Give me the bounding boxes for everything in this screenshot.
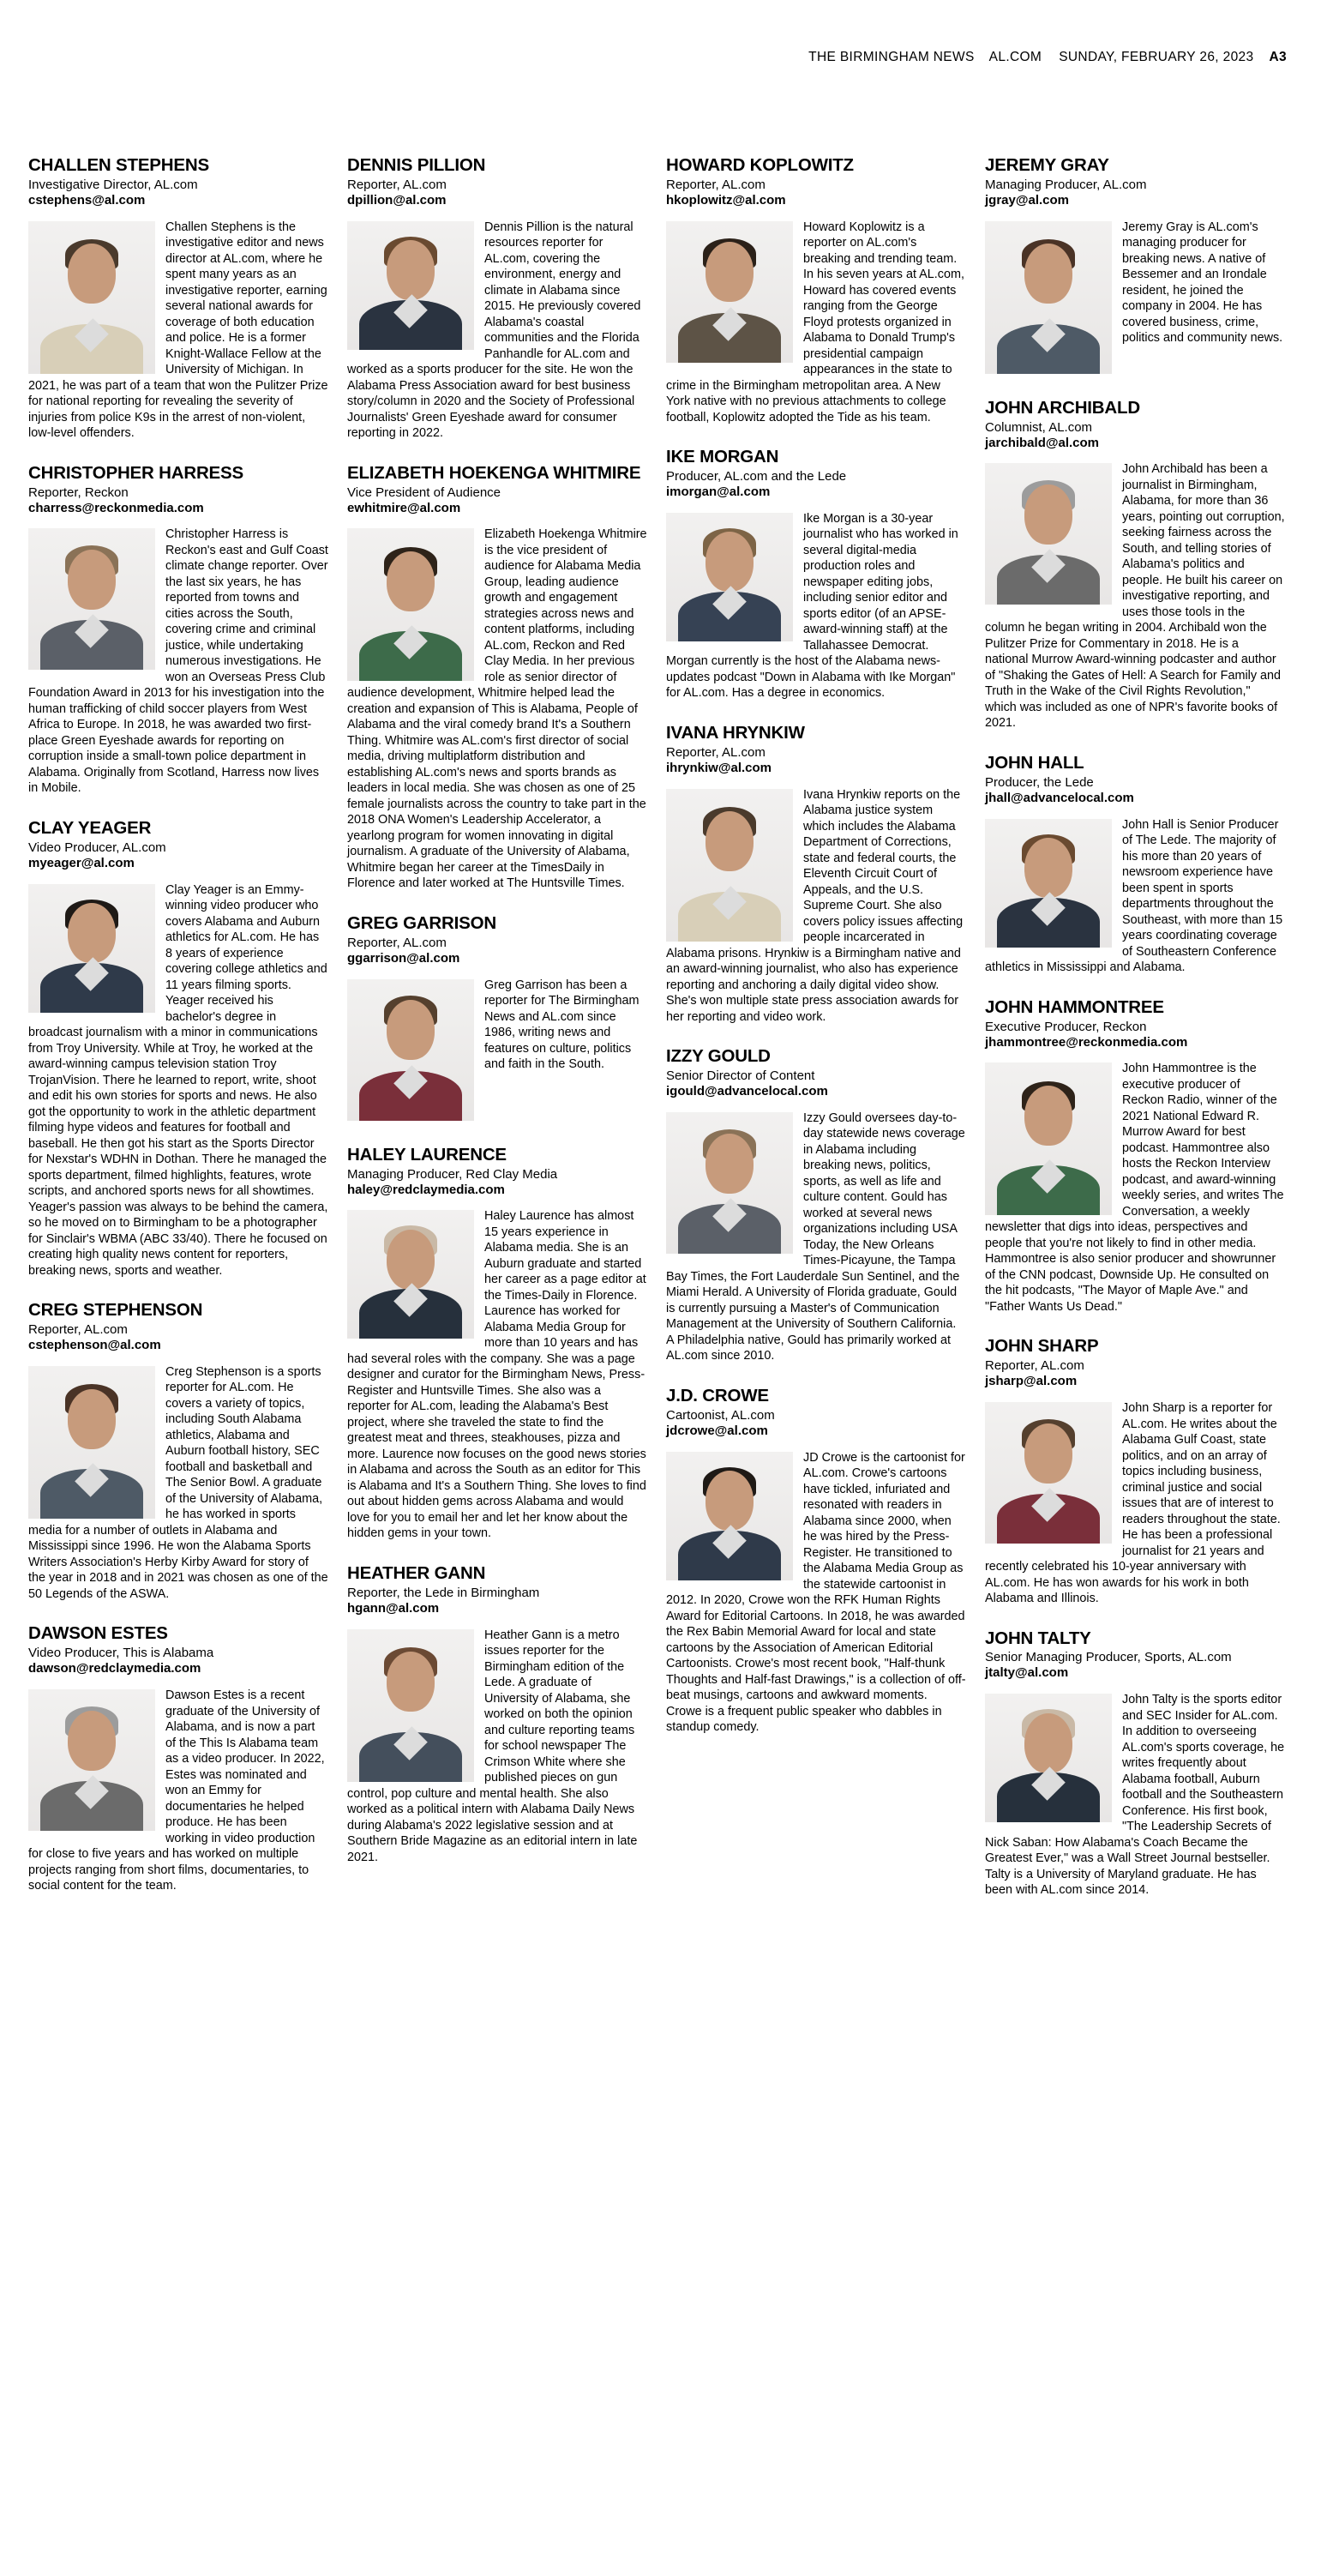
staff-email[interactable]: igould@advancelocal.com	[666, 1084, 828, 1099]
staff-bio	[985, 461, 1285, 731]
staff-portrait-photo	[347, 979, 474, 1121]
staff-bio	[666, 787, 966, 1026]
masthead-date: SUNDAY, FEBRUARY 26, 2023	[1059, 50, 1254, 64]
staff-title: Reporter, AL.com	[985, 1358, 1084, 1374]
staff-name: JOHN ARCHIBALD	[985, 397, 1140, 418]
staff-entry	[347, 914, 647, 1123]
staff-bio-text: Izzy Gould oversees day-to-day statewide news coverage in Alabama including breaking news, politics, sports, as well as life and culture content. Gould has worked at several news organizations including USA Today, the New Orleans Times-Picayune, the Tampa Bay Times, the Fort Lauderdale Sun Sentinel, and the Miami Herald. A University of Florida graduate, Gould is currently pursuing a Master's of Communication Management at the University of Southern California. A Philadelphia native, Gould has primarily worked at AL.com since 2010.	[666, 1110, 965, 1363]
staff-portrait-photo	[985, 221, 1112, 374]
staff-portrait-photo	[347, 221, 474, 350]
staff-bio-text: Ike Morgan is a 30-year journalist who has worked in several digital-media production roles and newspaper editing jobs, including senior editor and sports editor (of an APSE-award-winning staff) at the Tallahassee Democrat. Morgan currently is the host of the Alabama news-updates podcast "Down in Alabama with Ike Morgan" for AL.com. Has a degree in economics.	[666, 511, 958, 701]
staff-email[interactable]: ihrynkiw@al.com	[666, 760, 772, 775]
staff-bio	[666, 1110, 966, 1364]
staff-entry	[347, 464, 647, 892]
staff-title: Senior Managing Producer, Sports, AL.com	[985, 1650, 1232, 1665]
staff-title: Producer, AL.com and the Lede	[666, 469, 847, 485]
staff-title: Vice President of Audience	[347, 485, 501, 500]
staff-bio	[985, 220, 1285, 376]
staff-portrait-photo	[28, 884, 155, 1013]
staff-name: HALEY LAURENCE	[347, 1144, 507, 1165]
staff-title: Reporter, AL.com	[347, 935, 447, 950]
staff-bio	[347, 1208, 647, 1542]
staff-title: Reporter, AL.com	[347, 177, 447, 192]
staff-bio-text: Haley Laurence has almost 15 years experience in Alabama media. She is an Auburn graduate and started her career as a page editor at the Times-Daily in Florence. Laurence has worked for Alabama Media Group for more than 10 years and has had several roles with the company. She was a page designer and curator for the Birmingham News, Press-Register and Huntsville Times. She also was a reporter for AL.com, leading the Alabama's Best project, where she traveled the state to find the greatest meat and threes, steakhouses, pizza and more. Laurence now focuses on the good news stories in Alabama and across the South as an editor for This is Alabama and It's a Southern Thing. She loves to find out about hidden gems across Alabama and would love for you to email her and let her know about the hidden gems in your town.	[347, 1209, 646, 1541]
staff-email[interactable]: dawson@redclaymedia.com	[28, 1661, 201, 1676]
staff-title: Reporter, AL.com	[666, 177, 766, 192]
staff-title: Reporter, AL.com	[28, 1322, 128, 1338]
staff-entry	[985, 399, 1285, 731]
staff-portrait-photo	[347, 1629, 474, 1782]
staff-bio-text: Jeremy Gray is AL.com's managing producer for breaking news. A native of Bessemer and an Irondale resident, he joined the company in 2004. He has covered business, crime, politics and community news.	[1122, 220, 1283, 346]
staff-title: Columnist, AL.com	[985, 419, 1093, 435]
staff-portrait-photo	[28, 221, 155, 374]
staff-bio-text: John Hall is Senior Producer of The Lede. The majority of his more than 20 years of newsroom experience have been spent in sports departments throughout the Southeast, with more than 15 years coordinating coverage of Southeastern Conference athletics in Mississippi and Alabama.	[985, 817, 1283, 975]
staff-entry	[347, 1564, 647, 1865]
staff-bio-text: John Sharp is a reporter for AL.com. He writes about the Alabama Gulf Coast, state politics, and on an array of topics including business, criminal justice and social issues that are of interest to readers throughout the state. He has been a professional journalist for 21 years and recently celebrated his 10-year anniversary with AL.com. He has won awards for his work in both Alabama and Illinois.	[985, 1401, 1281, 1606]
staff-email[interactable]: haley@redclaymedia.com	[347, 1182, 505, 1197]
staff-name: JOHN TALTY	[985, 1628, 1091, 1648]
staff-name: JOHN HAMMONTREE	[985, 996, 1164, 1017]
staff-bio-text: Dawson Estes is a recent graduate of the University of Alabama, and is now a part of the This Is Alabama team as a video producer. In 2022, Estes was nominated and won an Emmy for documentaries he helped produce. He has been working in video production for close to five years and has worked on multiple projects ranging from short films, documentaries, to social content for the team.	[28, 1688, 325, 1893]
staff-title: Senior Director of Content	[666, 1068, 815, 1084]
staff-portrait-photo	[666, 1452, 793, 1580]
staff-entry	[28, 1624, 328, 1893]
staff-email[interactable]: charress@reckonmedia.com	[28, 500, 204, 515]
staff-title: Reporter, Reckon	[28, 485, 129, 500]
staff-entry	[347, 1146, 647, 1542]
staff-portrait-photo	[28, 528, 155, 670]
staff-portrait-photo	[985, 1694, 1112, 1822]
staff-entry	[666, 1047, 966, 1364]
staff-name: HOWARD KOPLOWITZ	[666, 155, 854, 175]
staff-title: Executive Producer, Reckon	[985, 1019, 1147, 1034]
staff-bio	[347, 1628, 647, 1866]
staff-bio	[666, 1450, 966, 1736]
staff-name: CREG STEPHENSON	[28, 1300, 203, 1321]
staff-title: Reporter, the Lede in Birmingham	[347, 1585, 540, 1600]
staff-column-1	[28, 156, 328, 1917]
staff-email[interactable]: jhammontree@reckonmedia.com	[985, 1034, 1188, 1050]
staff-entry	[666, 448, 966, 701]
staff-title: Video Producer, This is Alabama	[28, 1646, 214, 1661]
staff-bio-text: John Talty is the sports editor and SEC Insider for AL.com. In addition to overseeing AL.com's sports coverage, he writes frequently about Alabama football, Auburn football and the Southeastern Conference. His first book, "The Leadership Secrets of Nick Saban: How Alabama's Coach Became the Greatest Ever," was a Wall Street Journal bestseller. Talty is a University of Maryland graduate. He has been with AL.com since 2014.	[985, 1693, 1285, 1898]
staff-email[interactable]: dpillion@al.com	[347, 192, 447, 208]
staff-title: Video Producer, AL.com	[28, 840, 166, 855]
staff-email[interactable]: ewhitmire@al.com	[347, 500, 461, 515]
staff-bio-text: Dennis Pillion is the natural resources reporter for AL.com, covering the environment, energy and climate in Alabama since 2015. He previously covered Alabama's coastal communities and the Florida Panhandle for AL.com and worked as a sports producer for the site. He won the Alabama Press Association award for best business story/column in 2020 and the Society of Professional Journalists' Green Eyeshade award for consumer reporting in 2022.	[347, 220, 641, 441]
staff-portrait-photo	[985, 819, 1112, 948]
staff-entry	[28, 819, 328, 1279]
staff-portrait-photo	[985, 463, 1112, 605]
staff-name: DAWSON ESTES	[28, 1623, 168, 1644]
staff-bio-text: Ivana Hrynkiw reports on the Alabama justice system which includes the Alabama Department of Corrections, state and federal courts, the Eleventh Circuit Court of Appeals, and the U.S. Supreme Court. She also covers policy issues affecting people incarcerated in Alabama prisons. Hrynkiw is a Birmingham native and an award-winning journalist, who also has experience reporting and anchoring a daily digital video show. She's won multiple state press association awards for her reporting and video work.	[666, 787, 964, 1024]
staff-bio	[985, 1061, 1285, 1315]
staff-name: JOHN SHARP	[985, 1336, 1099, 1357]
staff-entry	[985, 754, 1285, 976]
staff-bio-text: John Archibald has been a journalist in Birmingham, Alabama, for more than 36 years, pointing out corruption, seeking fairness across the South, and telling stories of Alabama's politics and people. He built his career on investigative reporting, and uses those tools in the column he began writing in 2004. Archibald won the Pulitzer Prize for Commentary in 2018. He is a national Murrow Award-winning podcaster and author of "Shaking the Gates of Hell: A Search for Family and Truth in the Wake of the Civil Rights Revolution," which was included as one of NPR's favorite books of 2021.	[985, 462, 1285, 731]
staff-portrait-photo	[347, 528, 474, 681]
staff-title: Cartoonist, AL.com	[666, 1407, 775, 1423]
staff-title: Reporter, AL.com	[666, 744, 766, 760]
staff-portrait-photo	[666, 789, 793, 942]
staff-bio	[28, 1364, 328, 1603]
staff-portrait-photo	[347, 1210, 474, 1339]
staff-entry	[347, 156, 647, 442]
staff-entry	[985, 1337, 1285, 1606]
staff-bio-text: Clay Yeager is an Emmy-winning video producer who covers Alabama and Auburn athletics for AL.com. He has 8 years of experience covering college athletics and 11 years filming sports. Yeager received his bachelor's degree in broadcast journalism with a minor in communications from Troy University. While at Troy, he worked at the award-winning campus television station Troy TrojanVision. There he learned to report, write, shoot and edit his own stories for sports and news. He also got the opportunity to work in the athletic department filming hype videos and features for football and baseball. He then got his start as the Sports Director for Nexstar's WDHN in Dothan. There he managed the sports department, filmed highlights, features, wrote scripts, and anchored sports news for all showtimes. Yeager's passion was always to be behind the camera, so he moved on to Birmingham to be a photographer for Sinclair's WBMA (ABC 33/40). There he focused on creating high quality news content for reporters, breaking news, sports and weather.	[28, 882, 328, 1278]
staff-bio	[985, 1400, 1285, 1607]
staff-entry	[666, 1387, 966, 1736]
staff-bio	[666, 511, 966, 701]
staff-bio-text: Christopher Harress is Reckon's east and Gulf Coast climate change reporter. Over the last six years, he has reported from towns and cities across the South, covering crime and criminal justice, while undertaking numerous investigations. He won an Overseas Press Club Foundation Award in 2013 for his investigation into the human trafficking of child soccer players from West Africa to Europe. In 2018, he was awarded two first-place Green Eyeshade awards for reporting on corruption inside a small-town police department in Alabama. Originally from Scotland, Harress now lives in Mobile.	[28, 527, 328, 796]
staff-bio	[347, 527, 647, 892]
staff-title: Managing Producer, Red Clay Media	[347, 1166, 558, 1182]
staff-email[interactable]: myeager@al.com	[28, 855, 135, 870]
staff-bio-text: Heather Gann is a metro issues reporter for the Birmingham edition of the Lede. A graduate of University of Alabama, she worked on both the opinion and culture reporting teams for school newspaper The Crimson White where she published pieces on gun control, pop culture and mental health. She also worked as a political intern with Alabama Daily News during Alabama's 2022 legislative session and at Southern Bride Magazine as an editorial intern in late 2021.	[347, 1628, 638, 1864]
staff-bio-text: Howard Koplowitz is a reporter on AL.com's breaking and trending team. In his seven years at AL.com, Howard has covered events ranging from the George Floyd protests organized in Alabama to Donald Trump's presidential campaign appearances in the state to crime in the Birmingham metropolitan area. A New York native with no previous attachments to college football, Koplowitz adopted the Tide as his team.	[666, 220, 964, 424]
staff-portrait-photo	[28, 1366, 155, 1519]
staff-email[interactable]: jarchibald@al.com	[985, 435, 1100, 450]
staff-bio	[347, 978, 647, 1123]
staff-directory-columns	[28, 156, 1299, 1921]
staff-portrait-photo	[985, 1402, 1112, 1544]
staff-bio-text: JD Crowe is the cartoonist for AL.com. Crowe's cartoons have tickled, infuriated and resonated with readers in Alabama since 2000, when he was hired by the Press-Register. He transitioned to the Alabama Media Group as the statewide cartoonist in 2012. In 2020, Crowe won the RFK Human Rights Award for Editorial Cartoons. In 2018, he was awarded the Rex Babin Memorial Award for local and state cartoons by the Association of American Editorial Cartoonists. Crowe's most recent book, "Half-thunk Thoughts and Half-fast Drawings," is a collection of off-beat musings, cartoons and awkward moments. Crowe is a frequent public speaker who dabbles in standup comedy.	[666, 1450, 966, 1735]
staff-entry	[28, 1301, 328, 1602]
staff-column-4	[985, 156, 1285, 1921]
staff-email[interactable]: hgann@al.com	[347, 1600, 440, 1616]
staff-portrait-photo	[666, 513, 793, 641]
staff-bio-text: Creg Stephenson is a sports reporter for AL.com. He covers a variety of topics, including South Alabama athletics, Alabama and Auburn football history, SEC football and basketball and The Senior Bowl. A graduate of the University of Alabama, he has worked in sports media for a number of outlets in Alabama and Mississippi since 1996. He won the Alabama Sports Writers Association's Herby Kirby Award for story of the year in 2018 and in 2021 was chosen as one of the 50 Legends of the ASWA.	[28, 1364, 328, 1601]
staff-bio	[28, 882, 328, 1279]
staff-bio-text: Challen Stephens is the investigative editor and news director at AL.com, where he spent many years as an investigative reporter, earning several national awards for coverage of both education and police. He is a former Knight-Wallace Fellow at the University of Michigan. In 2021, he was part of a team that won the Pulitzer Prize for national reporting for revealing the severity of injuries from police K9s in the arrest of non-violent, low-level offenders.	[28, 220, 328, 441]
staff-name: JEREMY GRAY	[985, 155, 1109, 175]
staff-email[interactable]: jgray@al.com	[985, 192, 1069, 208]
staff-bio-text: John Hammontree is the executive producer of Reckon Radio, winner of the 2021 National Edward R. Murrow Award for best podcast. Hammontree also hosts the Reckon Interview podcast, and award-winning weekly series, and writes The Conversation, a weekly newsletter that digs into ideas, perspectives and people that you're not likely to find in other media. Hammontree is also senior producer and showrunner of the CNN podcast, Downside Up. He consulted on the hit podcasts, "The Mayor of Maple Ave." and "Father Wants Us Dead."	[985, 1062, 1284, 1314]
staff-name: CLAY YEAGER	[28, 817, 152, 838]
staff-bio	[347, 220, 647, 442]
staff-entry	[666, 724, 966, 1025]
staff-entry	[985, 1629, 1285, 1899]
staff-name: GREG GARRISON	[347, 912, 496, 933]
staff-email[interactable]: jdcrowe@al.com	[666, 1423, 768, 1438]
staff-name: CHRISTOPHER HARRESS	[28, 462, 243, 483]
staff-name: IZZY GOULD	[666, 1046, 771, 1067]
staff-column-3	[666, 156, 966, 1758]
staff-portrait-photo	[666, 1112, 793, 1254]
staff-bio-text: Elizabeth Hoekenga Whitmire is the vice president of audience for Alabama Media Group, leading audience growth and engagement strategies across news and content platforms, including AL.com, Reckon and Red Clay Media. In her previous role as senior director of audience development, Whitmire helped lead the creation and expansion of This is Alabama, People of Alabama and the viral comedy brand It's a Southern Thing. Whitmire was AL.com's first director of social media, driving multiplatform distribution and establishing AL.com's news and sports brands as leaders in local media. She was chosen as one of 25 female journalists across the country to take part in the 2018 ONA Women's Leadership Accelerator, a yearlong program for women innovating in digital journalism. A graduate of the University of Alabama, Whitmire began her career at the TimesDaily in Florence and later worked at The Huntsville Times.	[347, 527, 647, 891]
staff-portrait-photo	[985, 1062, 1112, 1215]
staff-title: Investigative Director, AL.com	[28, 177, 198, 192]
staff-bio	[28, 220, 328, 442]
staff-email[interactable]: hkoplowitz@al.com	[666, 192, 786, 208]
staff-name: HEATHER GANN	[347, 1562, 486, 1583]
staff-name: IKE MORGAN	[666, 447, 779, 467]
staff-email[interactable]: jtalty@al.com	[985, 1665, 1069, 1681]
masthead-page-number: A3	[1269, 50, 1287, 64]
masthead-site-name: AL.COM	[988, 50, 1042, 64]
staff-title: Managing Producer, AL.com	[985, 177, 1147, 192]
staff-email[interactable]: ggarrison@al.com	[347, 950, 460, 966]
staff-name: CHALLEN STEPHENS	[28, 155, 209, 175]
staff-entry	[28, 464, 328, 797]
staff-email[interactable]: jhall@advancelocal.com	[985, 790, 1134, 805]
masthead-paper-name: THE BIRMINGHAM NEWS	[808, 50, 975, 64]
staff-title: Producer, the Lede	[985, 774, 1094, 790]
staff-email[interactable]: cstephenson@al.com	[28, 1338, 161, 1353]
staff-entry	[666, 156, 966, 425]
staff-entry	[985, 156, 1285, 376]
masthead	[0, 50, 1287, 65]
staff-name: ELIZABETH HOEKENGA WHITMIRE	[347, 462, 641, 483]
staff-bio	[28, 527, 328, 797]
staff-name: J.D. CROWE	[666, 1385, 769, 1405]
staff-entry	[28, 156, 328, 442]
staff-column-2	[347, 156, 647, 1887]
staff-name: DENNIS PILLION	[347, 155, 486, 175]
staff-entry	[985, 998, 1285, 1315]
staff-portrait-photo	[666, 221, 793, 363]
staff-email[interactable]: cstephens@al.com	[28, 192, 146, 208]
staff-bio	[985, 817, 1285, 976]
staff-name: IVANA HRYNKIW	[666, 722, 805, 743]
staff-bio-text: Greg Garrison has been a reporter for The Birmingham News and AL.com since 1986, writing news and features on culture, politics and faith in the South.	[484, 978, 639, 1072]
staff-portrait-photo	[28, 1689, 155, 1831]
staff-name: JOHN HALL	[985, 752, 1084, 773]
staff-email[interactable]: jsharp@al.com	[985, 1374, 1078, 1389]
staff-bio	[666, 220, 966, 426]
staff-email[interactable]: imorgan@al.com	[666, 485, 771, 500]
staff-bio	[985, 1692, 1285, 1899]
staff-bio	[28, 1688, 328, 1894]
